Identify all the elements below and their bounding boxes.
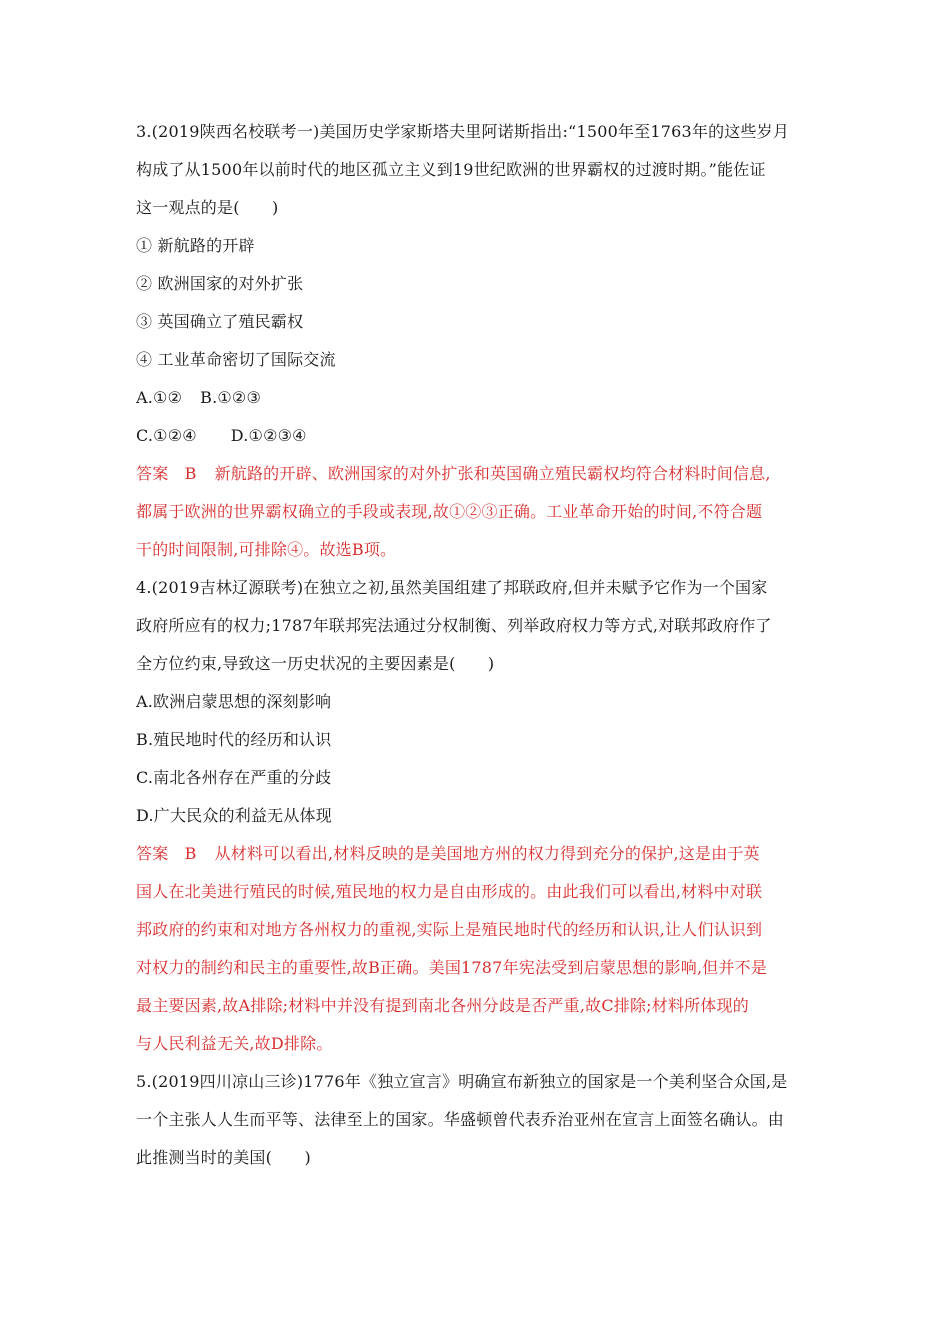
question-4-stem-line: 4.(2019吉林辽源联考)在独立之初,虽然美国组建了邦联政府,但并未赋予它作为一个国家 bbox=[136, 578, 768, 597]
question-4-option: C.南北各州存在严重的分歧 bbox=[136, 768, 332, 787]
question-4-option: D.广大民众的利益无从体现 bbox=[136, 806, 332, 825]
question-3-options-row-1 bbox=[136, 388, 820, 408]
question-4-stem-line: 全方位约束,导致这一历史状况的主要因素是( ) bbox=[136, 654, 495, 673]
answer-label: 答案 B bbox=[136, 464, 197, 483]
answer-3-text: 新航路的开辟、欧洲国家的对外扩张和英国确立殖民霸权均符合材料时间信息, bbox=[214, 464, 771, 483]
answer-4-text: 从材料可以看出,材料反映的是美国地方州的权力得到充分的保护,这是由于英 bbox=[214, 844, 760, 863]
option-b: B.①②③ bbox=[200, 388, 262, 407]
question-3-stem-line: 3.(2019陕西名校联考一)美国历史学家斯塔夫里阿诺斯指出:“1500年至1763年的这些岁月 bbox=[136, 122, 790, 141]
question-3-stem-line: 构成了从1500年以前时代的地区孤立主义到19世纪欧洲的世界霸权的过渡时期。”能佐证 bbox=[136, 160, 766, 179]
question-3-item: ④ 工业革命密切了国际交流 bbox=[136, 350, 336, 369]
answer-label: 答案 B bbox=[136, 844, 197, 863]
question-3-options-row-2 bbox=[136, 426, 820, 446]
option-a: A.①② bbox=[136, 388, 183, 407]
answer-3 bbox=[136, 464, 820, 560]
answer-4-line: 国人在北美进行殖民的时候,殖民地的权力是自由形成的。由此我们可以看出,材料中对联 bbox=[136, 882, 763, 901]
question-5-stem-line: 此推测当时的美国( ) bbox=[136, 1148, 311, 1167]
question-4 bbox=[136, 578, 820, 826]
question-3-item: ③ 英国确立了殖民霸权 bbox=[136, 312, 304, 331]
answer-4-line: 与人民利益无关,故D排除。 bbox=[136, 1034, 333, 1053]
question-3-item: ① 新航路的开辟 bbox=[136, 236, 255, 255]
question-5-stem-line: 一个主张人人生而平等、法律至上的国家。华盛顿曾代表乔治亚州在宣言上面签名确认。由 bbox=[136, 1110, 785, 1129]
question-4-option: A.欧洲启蒙思想的深刻影响 bbox=[136, 692, 332, 711]
question-3-item: ② 欧洲国家的对外扩张 bbox=[136, 274, 304, 293]
answer-4-line: 邦政府的约束和对地方各州权力的重视,实际上是殖民地时代的经历和认识,让人们认识到 bbox=[136, 920, 763, 939]
option-d: D.①②③④ bbox=[230, 426, 307, 445]
question-5 bbox=[136, 1072, 820, 1168]
answer-3-line: 干的时间限制,可排除④。故选B项。 bbox=[136, 540, 397, 559]
answer-4-line: 对权力的制约和民主的重要性,故B正确。美国1787年宪法受到启蒙思想的影响,但并不是 bbox=[136, 958, 768, 977]
answer-4-line bbox=[136, 844, 820, 864]
question-3-stem-line: 这一观点的是( ) bbox=[136, 198, 279, 217]
answer-4-line: 最主要因素,故A排除;材料中并没有提到南北各州分歧是否严重,故C排除;材料所体现的 bbox=[136, 996, 749, 1015]
option-c: C.①②④ bbox=[136, 426, 197, 445]
question-4-stem-line: 政府所应有的权力;1787年联邦宪法通过分权制衡、列举政府权力等方式,对联邦政府作了 bbox=[136, 616, 772, 635]
answer-4 bbox=[136, 844, 820, 1054]
question-4-option: B.殖民地时代的经历和认识 bbox=[136, 730, 332, 749]
question-3 bbox=[136, 122, 820, 446]
answer-3-line bbox=[136, 464, 820, 484]
question-5-stem-line: 5.(2019四川凉山三诊)1776年《独立宣言》明确宣布新独立的国家是一个美利坚合众国,是 bbox=[136, 1072, 788, 1091]
answer-3-line: 都属于欧洲的世界霸权确立的手段或表现,故①②③正确。工业革命开始的时间,不符合题 bbox=[136, 502, 763, 521]
